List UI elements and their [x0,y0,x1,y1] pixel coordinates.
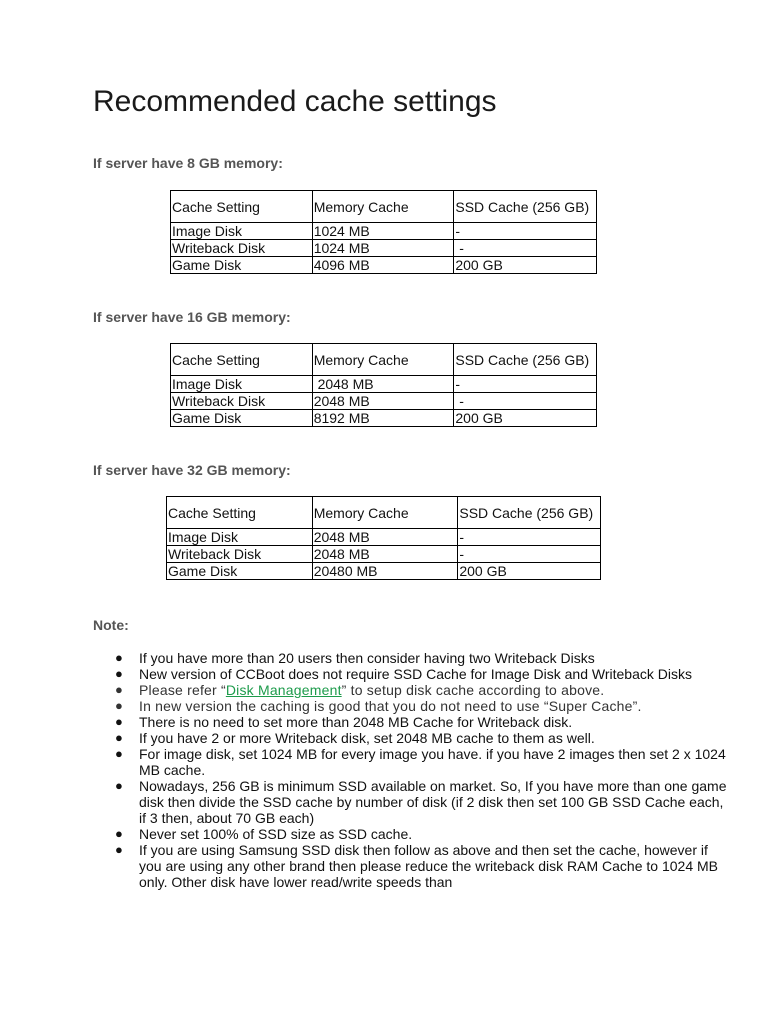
table-header-row [171,344,597,376]
bullet-icon: ● [115,826,123,841]
table-row [167,563,601,580]
table-header-cell: Memory Cache [312,344,454,376]
table-cell: - [454,393,597,410]
table-cell: 200 GB [454,410,597,427]
section-heading-16gb: If server have 16 GB memory: [93,309,291,325]
list-item [115,842,729,890]
table-cell: Game Disk [171,257,313,274]
page-title: Recommended cache settings [93,85,497,118]
note-text: Nowadays, 256 GB is minimum SSD available on market. So, If you have more than one game disk then divide the SSD cache by number of disk (if 2 disk then set 100 GB SSD Cache each, if 3 then, about 70 GB each) [139,778,727,826]
table-header-cell: SSD Cache (256 GB) [454,191,597,223]
list-item [115,682,729,698]
table-header-cell: SSD Cache (256 GB) [454,344,597,376]
note-text: If you have 2 or more Writeback disk, set 2048 MB cache to them as well. [139,730,595,746]
note-text: For image disk, set 1024 MB for every image you have. if you have 2 images then set 2 x 1024 MB cache. [139,746,726,778]
note-text: If you are using Samsung SSD disk then follow as above and then set the cache, however if you are using any other brand then please reduce the writeback disk RAM Cache to 1024 MB only. Other disk have lower read/write speeds than [139,842,718,890]
table-cell: Image Disk [171,376,313,393]
cache-table-8gb [170,190,597,274]
note-text: In new version the caching is good that you do not need to use “Super Cache”. [139,698,642,714]
note-text: New version of CCBoot does not require SSD Cache for Image Disk and Writeback Disks [139,666,692,682]
table-cell: Writeback Disk [171,240,313,257]
list-item [115,650,729,666]
bullet-icon: ● [115,746,123,761]
list-item [115,826,729,842]
table-cell: 1024 MB [312,223,454,240]
bullet-icon: ● [115,778,123,793]
table-cell: - [458,546,601,563]
table-row [171,376,597,393]
note-text: There is no need to set more than 2048 MB Cache for Writeback disk. [139,714,573,730]
table-row [171,257,597,274]
table-row [171,410,597,427]
bullet-icon: ● [115,666,123,681]
note-text: Never set 100% of SSD size as SSD cache. [139,826,413,842]
table-cell: Game Disk [171,410,313,427]
cache-table-32gb [166,496,601,580]
list-item [115,778,729,826]
table-cell: - [454,223,597,240]
bullet-icon: ● [115,698,124,713]
list-item [115,746,729,778]
table-cell: - [458,529,601,546]
table-cell: Writeback Disk [171,393,313,410]
list-item [115,666,729,682]
bullet-icon: ● [115,682,124,697]
note-text: If you have more than 20 users then consider having two Writeback Disks [139,650,595,666]
table-header-cell: Memory Cache [312,497,458,529]
table-cell: - [454,240,597,257]
table-row [171,240,597,257]
disk-management-link[interactable]: Disk Management [225,682,342,698]
table-header-cell: Cache Setting [171,344,313,376]
table-cell: 2048 MB [312,376,454,393]
table-header-row [171,191,597,223]
table-cell: Image Disk [167,529,313,546]
table-cell: 200 GB [458,563,601,580]
table-cell: 200 GB [454,257,597,274]
table-cell: 8192 MB [312,410,454,427]
table-cell: 2048 MB [312,546,458,563]
table-cell: Image Disk [171,223,313,240]
table-header-row [167,497,601,529]
table-cell: 4096 MB [312,257,454,274]
table-cell: - [454,376,597,393]
bullet-icon: ● [115,714,123,729]
table-cell: Game Disk [167,563,313,580]
table-header-cell: Cache Setting [167,497,313,529]
bullet-icon: ● [115,842,123,857]
table-row [167,546,601,563]
bullet-icon: ● [115,730,123,745]
table-header-cell: SSD Cache (256 GB) [458,497,601,529]
table-cell: 20480 MB [312,563,458,580]
section-heading-32gb: If server have 32 GB memory: [93,462,291,478]
bullet-icon: ● [115,650,123,665]
note-label: Note: [93,617,129,633]
list-item [115,730,729,746]
list-item [115,714,729,730]
table-cell: 2048 MB [312,529,458,546]
table-cell: 1024 MB [312,240,454,257]
table-header-cell: Cache Setting [171,191,313,223]
section-heading-8gb: If server have 8 GB memory: [93,155,283,171]
note-text: Please refer “ [139,682,226,698]
table-header-cell: Memory Cache [312,191,454,223]
table-cell: 2048 MB [312,393,454,410]
table-row [167,529,601,546]
list-item [115,698,729,714]
cache-table-16gb [170,343,597,427]
table-cell: Writeback Disk [167,546,313,563]
table-row [171,223,597,240]
notes-list [93,650,729,890]
note-text: ” to setup disk cache according to above. [341,682,605,698]
table-row [171,393,597,410]
